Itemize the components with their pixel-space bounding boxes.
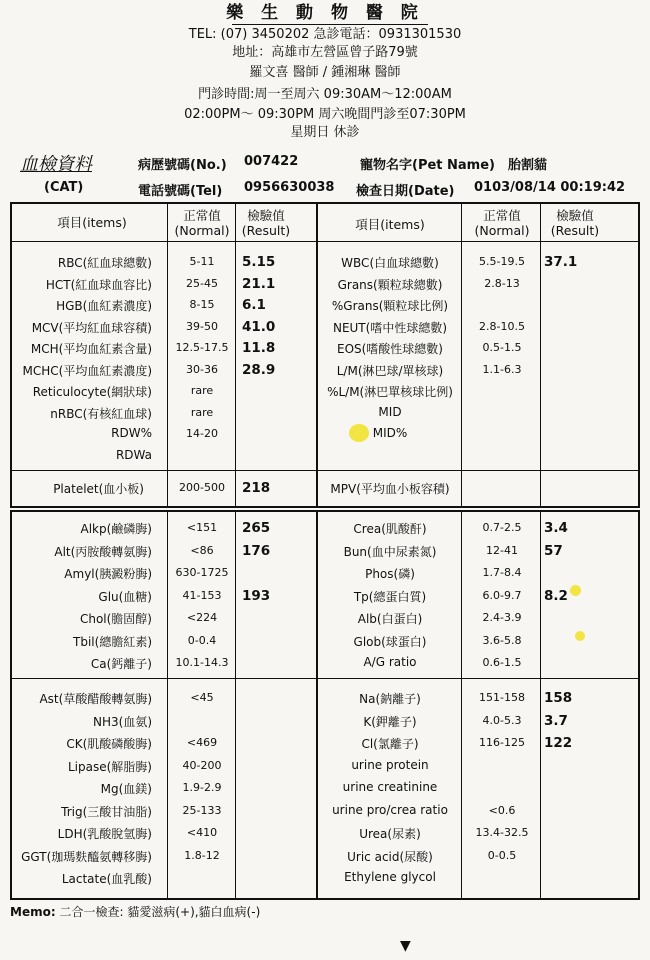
row-name: urine protein bbox=[351, 757, 429, 772]
row-result: 3.7 bbox=[544, 712, 568, 729]
row-name: LDH(乳酸脫氫脢) bbox=[57, 827, 152, 841]
row-normal: 0-0.4 bbox=[187, 633, 217, 647]
row-normal: 41-153 bbox=[182, 588, 222, 602]
row-normal: 2.8-13 bbox=[484, 276, 520, 290]
row-normal: 25-133 bbox=[182, 803, 222, 817]
row-normal: <469 bbox=[186, 736, 218, 749]
row-normal: 5-11 bbox=[189, 255, 215, 268]
row-normal: 3.6-5.8 bbox=[482, 633, 522, 647]
row-normal: 14-20 bbox=[186, 427, 218, 440]
row-name: Alb(白蛋白) bbox=[357, 612, 423, 626]
row-normal: 5.5-19.5 bbox=[479, 255, 525, 268]
row-name: L/M(淋巴球/單核球) bbox=[336, 363, 444, 378]
row-name: WBC(白血球總數) bbox=[341, 256, 439, 270]
highlight-mark bbox=[570, 585, 581, 596]
col-header-result: 檢驗值 (Result) bbox=[241, 208, 291, 238]
row-result: 6.1 bbox=[242, 297, 266, 313]
row-name: Tbil(總膽紅素) bbox=[73, 634, 152, 649]
row-result: 265 bbox=[242, 520, 271, 536]
col-header-items-right: 項目(items) bbox=[355, 217, 425, 232]
row-name: MCV(平均紅血球容積) bbox=[31, 320, 152, 335]
row-normal: 2.8-10.5 bbox=[479, 319, 525, 333]
row-normal: <86 bbox=[190, 543, 214, 557]
row-result: 5.15 bbox=[242, 254, 276, 270]
row-name: %Grans(顆粒球比例) bbox=[331, 299, 449, 313]
row-name: Cl(氯離子) bbox=[361, 737, 419, 751]
row-name: Phos(磷) bbox=[365, 567, 415, 581]
phone-label: 電話號碼(Tel) bbox=[138, 184, 223, 199]
row-name: HCT(紅血球血容比) bbox=[45, 277, 152, 292]
row-result: 158 bbox=[544, 690, 573, 706]
row-result: 3.4 bbox=[544, 520, 568, 536]
mpv-name: MPV(平均血小板容積) bbox=[330, 482, 450, 496]
memo-text: 二合一檢查: 貓愛滋病(+),貓白血病(-) bbox=[59, 905, 261, 919]
row-normal: 0.6-1.5 bbox=[482, 656, 522, 669]
row-name: Uric acid(尿酸) bbox=[347, 849, 433, 864]
row-normal: <45 bbox=[190, 691, 214, 704]
row-normal: 6.0-9.7 bbox=[482, 588, 522, 602]
case-number: 007422 bbox=[244, 154, 299, 169]
row-result: 176 bbox=[242, 542, 271, 559]
row-normal: <151 bbox=[186, 521, 218, 534]
row-normal: 151-158 bbox=[479, 691, 525, 704]
platelet-normal: 200-500 bbox=[179, 481, 225, 494]
row-name: Ethylene glycol bbox=[344, 870, 436, 884]
row-normal: 0.7-2.5 bbox=[482, 521, 522, 534]
row-result: 193 bbox=[242, 587, 271, 604]
row-name: urine creatinine bbox=[342, 780, 438, 794]
row-name: Bun(血中尿素氮) bbox=[343, 544, 437, 559]
row-name: A/G ratio bbox=[363, 655, 417, 669]
arrow-down-icon: ▼ bbox=[400, 938, 411, 954]
cbc-table bbox=[10, 202, 640, 508]
row-normal: 39-50 bbox=[186, 319, 218, 333]
row-name: NH3(血氨) bbox=[93, 714, 152, 729]
exam-date: 0103/08/14 00:19:42 bbox=[474, 180, 626, 195]
col-header-normal: 正常值 (Normal) bbox=[174, 208, 230, 238]
row-name: RBC(紅血球總數) bbox=[57, 256, 152, 270]
platelet-result: 218 bbox=[242, 480, 271, 496]
species: (CAT) bbox=[44, 180, 84, 195]
clinic-hours-2: 02:00PM～ 09:30PM 周六晚間門診至07:30PM bbox=[184, 107, 466, 122]
row-normal: rare bbox=[190, 384, 214, 397]
row-normal: 12.5-17.5 bbox=[175, 341, 229, 354]
memo bbox=[10, 903, 260, 920]
row-result: 57 bbox=[544, 542, 563, 559]
row-name: EOS(嗜酸性球總數) bbox=[336, 342, 443, 356]
row-normal: 4.0-5.3 bbox=[482, 713, 522, 727]
row-name: urine pro/crea ratio bbox=[332, 802, 448, 817]
clinic-hours-3: 星期日 休診 bbox=[290, 125, 360, 140]
clinic-address: 地址：高雄市左營區曾子路79號 bbox=[232, 45, 418, 60]
chemistry-table bbox=[10, 510, 640, 900]
row-normal: 25-45 bbox=[186, 276, 218, 290]
row-normal: 13.4-32.5 bbox=[475, 826, 529, 839]
row-name: K(鉀離子) bbox=[363, 714, 417, 729]
pet-name-label: 寵物名字(Pet Name) bbox=[360, 158, 495, 173]
case-label: 病歷號碼(No.) bbox=[138, 158, 227, 173]
row-normal: 8-15 bbox=[189, 298, 215, 311]
row-name: Urea(尿素) bbox=[359, 827, 421, 841]
row-normal: rare bbox=[190, 405, 214, 419]
row-name: Mg(血鎂) bbox=[100, 782, 152, 796]
row-normal: 630-1725 bbox=[175, 566, 229, 579]
row-normal: 1.1-6.3 bbox=[482, 362, 522, 376]
highlight-mark bbox=[575, 631, 585, 641]
row-name: Alt(丙胺酸轉氨脢) bbox=[54, 544, 152, 559]
row-normal: 1.8-12 bbox=[184, 848, 220, 862]
row-normal: <224 bbox=[186, 611, 218, 624]
pet-name: 胎割貓 bbox=[508, 158, 548, 173]
platelet-name: Platelet(血小板) bbox=[53, 482, 144, 496]
row-result: 11.8 bbox=[242, 340, 276, 356]
row-name: Lipase(解脂脢) bbox=[68, 759, 152, 774]
row-normal: 0-0.5 bbox=[487, 848, 517, 862]
row-name: Alkp(鹼磷脢) bbox=[80, 522, 152, 536]
row-name: CK(肌酸磷酸脢) bbox=[66, 737, 152, 751]
clinic-name-underline bbox=[232, 24, 428, 25]
row-name: GGT(珈瑪麩醯氨轉移脢) bbox=[21, 849, 152, 864]
row-name: Ast(草酸醋酸轉氨脢) bbox=[39, 692, 152, 706]
clinic-hours-1: 門診時間:周一至周六 09:30AM～12:00AM bbox=[198, 87, 452, 102]
row-name: MID% bbox=[372, 426, 408, 440]
clinic-doctors: 羅文喜 醫師 / 鍾湘琳 醫師 bbox=[249, 65, 401, 80]
row-name: %L/M(淋巴單核球比例) bbox=[327, 385, 453, 399]
date-label: 檢查日期(Date) bbox=[356, 184, 455, 199]
row-name: Amyl(胰澱粉脢) bbox=[64, 567, 152, 581]
row-name: Glob(球蛋白) bbox=[353, 634, 427, 649]
row-result: 8.2 bbox=[544, 587, 568, 604]
row-normal: 116-125 bbox=[479, 736, 525, 749]
memo-label: Memo: bbox=[10, 905, 56, 919]
row-name: MCH(平均血紅素含量) bbox=[30, 342, 152, 356]
row-name: NEUT(嗜中性球總數) bbox=[332, 320, 448, 335]
phone-number: 0956630038 bbox=[244, 180, 335, 195]
row-normal: <0.6 bbox=[488, 803, 516, 817]
row-name: MCHC(平均血紅素濃度) bbox=[22, 363, 152, 378]
row-result: 37.1 bbox=[544, 254, 578, 270]
row-name: Na(鈉離子) bbox=[359, 692, 421, 706]
row-normal: 40-200 bbox=[182, 758, 222, 772]
row-normal: <410 bbox=[186, 826, 218, 839]
col-header-result-right: 檢驗值 (Result) bbox=[550, 208, 600, 238]
row-name: RDWa bbox=[115, 447, 152, 462]
row-normal: 2.4-3.9 bbox=[482, 611, 522, 624]
row-name: Ca(鈣離子) bbox=[90, 657, 152, 671]
clinic-phone: TEL: (07) 3450202 急診電話：0931301530 bbox=[188, 27, 462, 42]
row-name: Crea(肌酸酐) bbox=[353, 522, 427, 536]
col-header-items: 項目(items) bbox=[57, 215, 127, 230]
row-normal: 1.9-2.9 bbox=[182, 781, 222, 794]
row-normal: 0.5-1.5 bbox=[482, 341, 522, 354]
row-name: RDW% bbox=[111, 426, 152, 440]
row-name: Lactate(血乳酸) bbox=[61, 872, 152, 886]
highlight-mark bbox=[349, 424, 369, 442]
row-name: nRBC(有核紅血球) bbox=[50, 406, 152, 421]
row-result: 21.1 bbox=[242, 275, 276, 292]
row-normal: 10.1-14.3 bbox=[175, 656, 229, 669]
row-name: MID bbox=[378, 404, 402, 419]
row-name: Tp(總蛋白質) bbox=[353, 589, 427, 604]
row-result: 28.9 bbox=[242, 361, 276, 378]
row-name: Reticulocyte(網狀球) bbox=[32, 385, 152, 399]
row-result: 122 bbox=[544, 735, 573, 751]
col-header-normal-right: 正常值 (Normal) bbox=[474, 208, 530, 238]
row-normal: 12-41 bbox=[486, 543, 518, 557]
row-result: 41.0 bbox=[242, 318, 276, 335]
row-name: Glu(血糖) bbox=[98, 589, 152, 604]
row-name: Grans(顆粒球總數) bbox=[337, 277, 443, 292]
row-name: HGB(血紅素濃度) bbox=[56, 299, 152, 313]
clinic-name: 樂 生 動 物 醫 院 bbox=[226, 3, 424, 23]
record-title: 血檢資料 bbox=[20, 154, 92, 175]
row-normal: 1.7-8.4 bbox=[482, 566, 522, 579]
row-name: Chol(膽固醇) bbox=[79, 612, 152, 626]
row-normal: 30-36 bbox=[186, 362, 218, 376]
row-name: Trig(三酸甘油脂) bbox=[61, 804, 152, 819]
